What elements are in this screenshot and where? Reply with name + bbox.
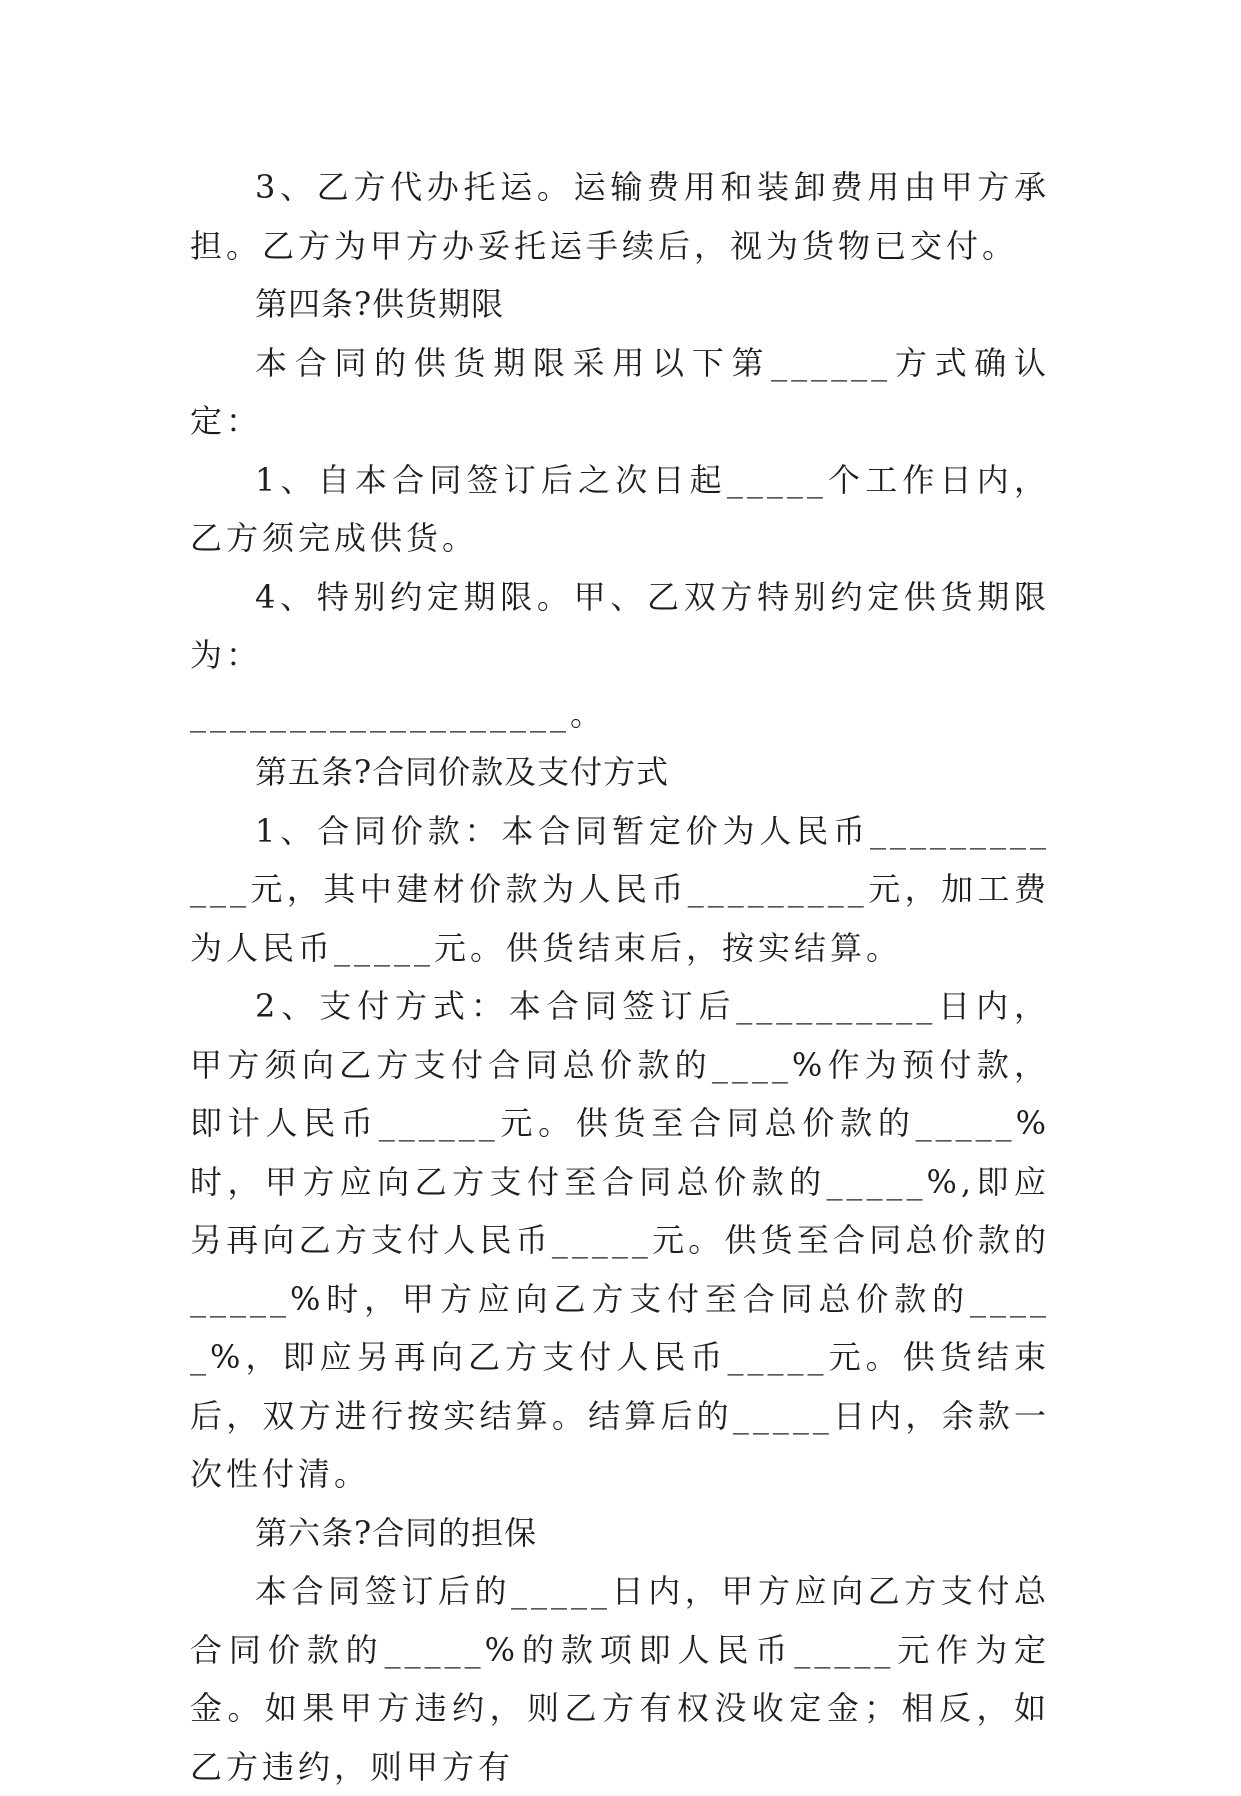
article-6-body: 本合同签订后的_____日内，甲方应向乙方支付总合同价款的_____%的款项即人民币_____元作为定金。如果甲方违约，则乙方有权没收定金；相反，如乙方违约，则甲方有 — [190, 1572, 1050, 1786]
article-4-intro: 本合同的供货期限采用以下第______方式确认定： — [190, 343, 1050, 440]
article-4-item-4-blank: ___________________。 — [190, 694, 607, 733]
article-5-heading: 第五条?合同价款及支付方式 — [255, 753, 670, 791]
article-6-heading: 第六条?合同的担保 — [255, 1513, 538, 1552]
article-5-item-2: 2、支付方式：本合同签订后__________日内，甲方须向乙方支付合同总价款的____%作为预付款，即计人民币______元。供货至合同总价款的_____%时，甲方应向乙方支付至合同总价款的_____%,即应另再向乙方支付人民币_____元。供货至合同总价款的_____%时，甲方应向乙方支付至合同总价款的_____%，即应另再向乙方支付人民币_____元。供货结束后，双方进行按实结算。结算后的_____日内，余款一次性付清。 — [190, 987, 1050, 1493]
document-body — [190, 158, 1050, 1796]
article-4-heading: 第四条?供货期限 — [255, 285, 505, 323]
article-4-item-4: 4、特别约定期限。甲、乙双方特别约定供货期限为： — [190, 577, 1050, 674]
clause-3-shipping: 3、乙方代办托运。运输费用和装卸费用由甲方承担。乙方为甲方办妥托运手续后，视为货物已交付。 — [190, 168, 1050, 265]
article-4-item-1: 1、自本合同签订后之次日起_____个工作日内，乙方须完成供货。 — [190, 460, 1050, 557]
article-5-item-1: 1、合同价款：本合同暂定价为人民币____________元，其中建材价款为人民币_________元，加工费为人民币_____元。供货结束后，按实结算。 — [190, 811, 1050, 967]
